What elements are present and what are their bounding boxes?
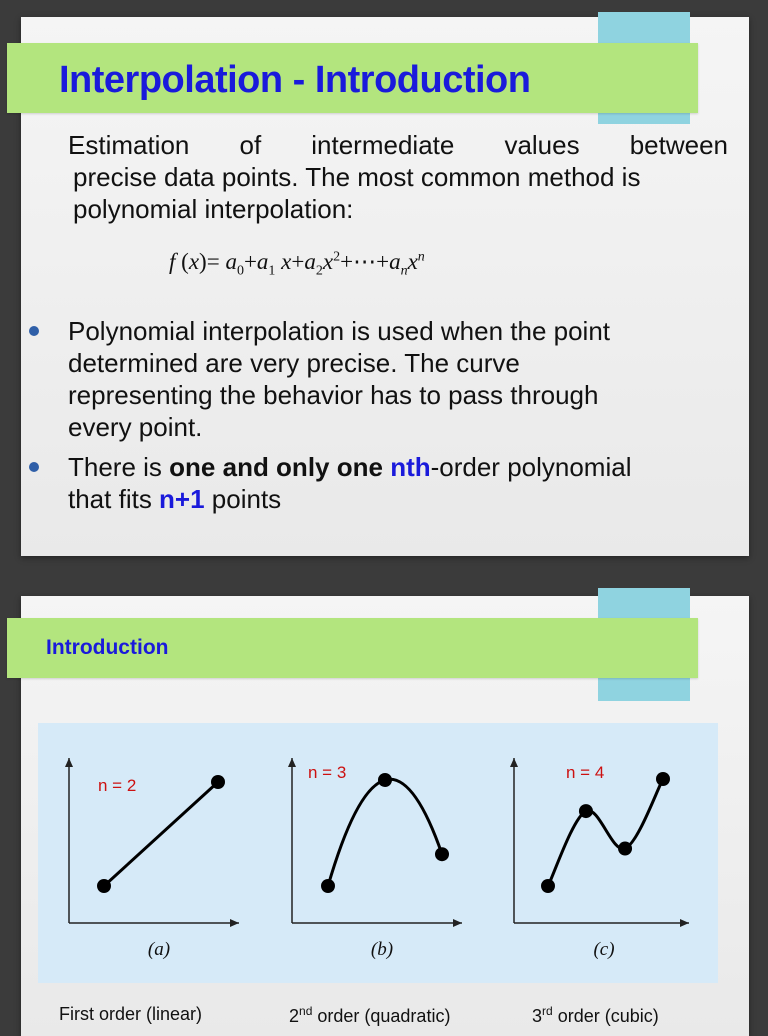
bullet2-text: There is	[68, 452, 170, 482]
formula-an: a	[389, 249, 401, 274]
bullet2-line-1	[68, 451, 738, 483]
bullet-dot-icon	[29, 326, 39, 336]
formula-lparen: (	[181, 249, 189, 274]
bullet-dot-icon	[29, 462, 39, 472]
bullet2-text: -order polynomial	[430, 452, 632, 482]
formula-a0: a	[225, 249, 237, 274]
caption-first-order: First order (linear)	[59, 1004, 203, 1024]
formula-f: f	[169, 249, 176, 274]
graph-sub-label: (a)	[147, 939, 171, 960]
x-axis-arrow-icon	[230, 919, 239, 927]
graph-n-label: n = 2	[98, 776, 137, 795]
data-point	[618, 842, 632, 856]
formula-dots: ⋯	[353, 249, 377, 274]
bullet2-bold-text: one and only one	[169, 452, 383, 482]
slide-title: Introduction	[46, 636, 169, 659]
bullet-text-1	[68, 315, 738, 443]
slide-interpolation-introduction	[21, 17, 749, 556]
bullet2-text: that fits	[68, 484, 160, 514]
y-axis-arrow-icon	[510, 758, 518, 767]
formula-x: x	[188, 249, 200, 274]
data-point	[541, 879, 555, 893]
intro-word: between	[629, 130, 728, 160]
bullet1-line: representing the behavior has to pass through	[68, 380, 599, 410]
formula-sub-n: n	[400, 263, 408, 279]
y-axis-arrow-icon	[65, 758, 73, 767]
data-point	[435, 847, 449, 861]
caption-sup: nd	[299, 1004, 313, 1018]
caption-sup: rd	[542, 1004, 553, 1018]
interpolating-curve	[548, 779, 663, 886]
interpolating-curve	[328, 779, 442, 886]
slide-title: Interpolation - Introduction	[59, 59, 531, 101]
polynomial-formula	[169, 249, 425, 280]
interpolation-figure	[38, 723, 718, 983]
bullet1-line: Polynomial interpolation is used when the point	[68, 316, 611, 346]
graph-sub-label: (c)	[593, 939, 615, 960]
intro-line-1	[68, 129, 728, 161]
data-point	[211, 775, 225, 789]
intro-word: values	[504, 130, 580, 160]
bullet1-line: determined are very precise. The curve	[68, 348, 520, 378]
x-axis-arrow-icon	[680, 919, 689, 927]
formula-rparen: )	[199, 249, 207, 274]
formula-sup-2: 2	[333, 249, 341, 265]
formula-a2: a	[304, 249, 316, 274]
formula-x1: x	[281, 249, 292, 274]
data-point	[579, 804, 593, 818]
intro-word: Estimation	[68, 130, 190, 160]
intro-word: intermediate	[311, 130, 455, 160]
caption-text: order (cubic)	[552, 1006, 659, 1026]
bullet2-n-plus-1: n+1	[159, 484, 205, 514]
interpolation-graphs	[38, 723, 718, 983]
formula-plus: +	[291, 249, 305, 274]
bullet2-nth: nth	[390, 452, 431, 482]
y-axis-arrow-icon	[288, 758, 296, 767]
formula-sub-0: 0	[236, 263, 244, 279]
bullet1-line: every point.	[68, 412, 203, 442]
formula-xn: x	[407, 249, 418, 274]
formula-x2: x	[322, 249, 334, 274]
intro-paragraph	[68, 129, 728, 225]
caption-text: order (quadratic)	[312, 1006, 451, 1026]
slide-introduction	[21, 596, 749, 1036]
data-point	[97, 879, 111, 893]
intro-line-3: polynomial interpolation:	[73, 194, 354, 224]
graph-sub-label: (b)	[370, 939, 394, 960]
graph-n-label: n = 4	[566, 763, 605, 782]
formula-plus: +	[376, 249, 390, 274]
data-point	[656, 772, 670, 786]
interpolating-curve	[104, 782, 218, 886]
x-axis-arrow-icon	[453, 919, 462, 927]
data-point	[321, 879, 335, 893]
data-point	[378, 773, 392, 787]
formula-a1: a	[256, 249, 269, 274]
caption-text: 3	[532, 1006, 543, 1026]
bullet-text-2	[68, 451, 738, 515]
formula-plus: +	[243, 249, 257, 274]
intro-line-2: precise data points. The most common method is	[73, 162, 641, 192]
caption-text: 2	[289, 1006, 300, 1026]
intro-word: of	[239, 130, 262, 160]
formula-sub-1: 1	[268, 263, 276, 279]
graph-n-label: n = 3	[308, 763, 347, 782]
bullet2-line-2	[68, 483, 738, 515]
formula-sup-n: n	[417, 249, 425, 265]
bullet2-text: points	[204, 484, 282, 514]
figure-captions	[21, 1004, 749, 1034]
formula-sub-2: 2	[315, 263, 323, 279]
formula-plus: +	[340, 249, 354, 274]
formula-equals: =	[206, 249, 220, 274]
